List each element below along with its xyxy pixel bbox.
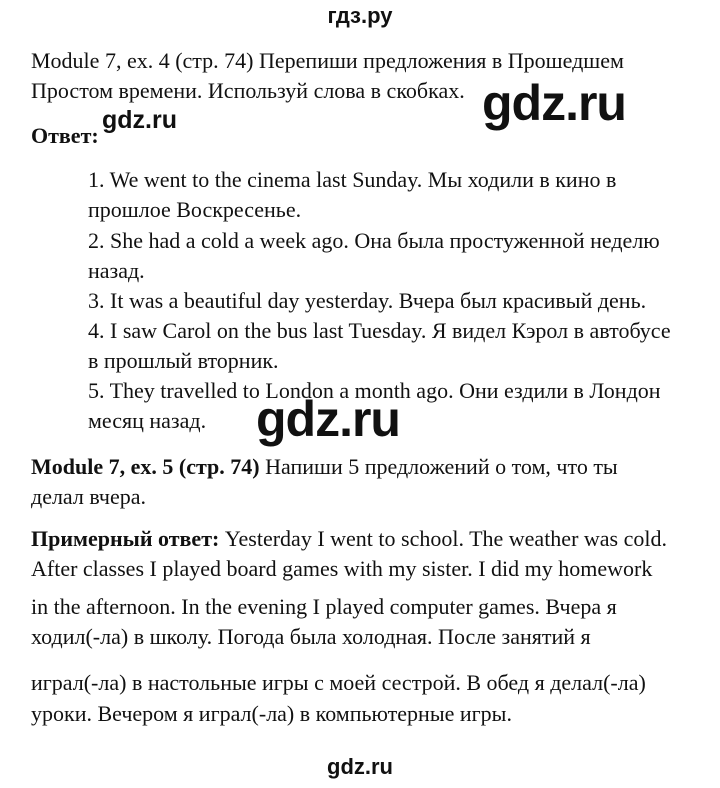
ex4-answer-4-line-1: 4. I saw Carol on the bus last Tuesday. Я видел Кэрол в автобусе xyxy=(88,318,671,343)
ex5-sample-line-3: in the afternoon. In the evening I played computer games. Вчера я xyxy=(31,594,617,619)
ex4-task-line-2: Простом времени. Используй слова в скобках. xyxy=(31,78,465,103)
ex5-sample-line-1 xyxy=(31,524,667,554)
ex4-answer-1-line-1: 1. We went to the cinema last Sunday. Мы ходили в кино в xyxy=(88,167,617,192)
ex4-answer-5-line-1: 5. They travelled to London a month ago. Они ездили в Лондон xyxy=(88,378,661,403)
ex5-sample-line-4: ходил(-ла) в школу. Погода была холодная. После занятий я xyxy=(31,624,591,649)
ex4-answer-5-line-2: месяц назад. xyxy=(88,408,207,433)
watermark-gdz-middle: gdz.ru xyxy=(256,391,400,447)
ex4-answer-3-line-1: 3. It was a beautiful day yesterday. Вчера был красивый день. xyxy=(88,288,647,313)
ex5-sample-line-6: уроки. Вечером я играл(-ла) в компьютерные игры. xyxy=(31,701,512,726)
ex5-task-text: Напиши 5 предложений о том, что ты xyxy=(259,454,618,479)
ex5-sample-line-2: After classes I played board games with my sister. I did my homework xyxy=(31,556,653,581)
ex5-sample-line-5: играл(-ла) в настольные игры с моей сестрой. В обед я делал(-ла) xyxy=(31,670,646,695)
ex5-sample-label: Примерный ответ: xyxy=(31,526,220,551)
site-header-title: гдз.ру xyxy=(327,3,393,28)
watermark-gdz-small: gdz.ru xyxy=(102,106,177,134)
ex4-answer-4-line-2: в прошлый вторник. xyxy=(88,348,279,373)
ex5-heading: Module 7, ex. 5 (стр. 74) xyxy=(31,454,260,479)
ex4-answer-2-line-1: 2. She had a cold a week ago. Она была простуженной неделю xyxy=(88,228,660,253)
ex4-task-line-1: Module 7, ex. 4 (стр. 74) Перепиши предложения в Прошедшем xyxy=(31,48,624,73)
ex5-task-line-2: делал вчера. xyxy=(31,484,147,509)
ex5-sample-text: Yesterday I went to school. The weather was cold. xyxy=(219,526,667,551)
ex4-answer-label: Ответ: xyxy=(31,123,99,148)
ex4-answer-1-line-2: прошлое Воскресенье. xyxy=(88,197,302,222)
ex5-task-line-1 xyxy=(31,452,618,482)
site-footer-title: gdz.ru xyxy=(327,754,393,779)
watermark-gdz: gdz.ru xyxy=(482,75,626,131)
ex4-answer-2-line-2: назад. xyxy=(88,258,145,283)
